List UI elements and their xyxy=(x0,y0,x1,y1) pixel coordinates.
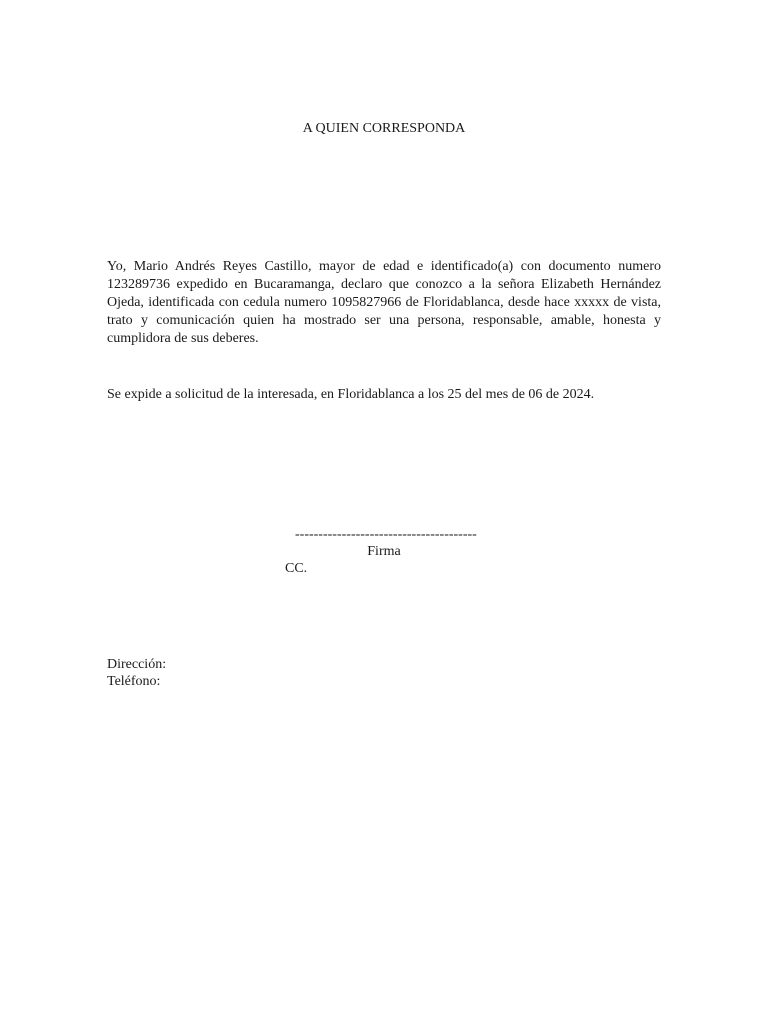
contact-block xyxy=(107,656,166,690)
address-label: Dirección: xyxy=(107,657,167,672)
signature-line: --------------------------------------- xyxy=(295,527,477,542)
issue-statement: Se expide a solicitud de la interesada, en Floridablanca a los 25 del mes de 06 de 2024. xyxy=(107,387,595,402)
document-title: A QUIEN CORRESPONDA xyxy=(302,121,466,136)
cc-label: CC. xyxy=(285,561,308,576)
signature-label: Firma xyxy=(367,544,401,559)
declaration-paragraph: Yo, Mario Andrés Reyes Castillo, mayor de edad e identificado(a) con documento numero 123289736 expedido en Bucaramanga, declaro que conozco a la señora Elizabeth Hernández Ojeda, identificada con cedula numero 1095827966 de Floridablanca, desde hace xxxxx de vista, trato y comunicación quien ha mostrado ser una persona, responsable, amable, honesta y cumplidora de sus deberes. xyxy=(107,259,661,346)
phone-label: Teléfono: xyxy=(107,674,161,689)
